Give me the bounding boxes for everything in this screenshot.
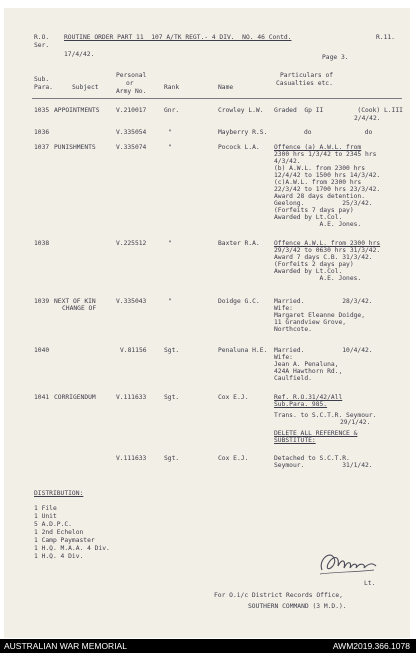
handwritten-signature — [316, 548, 378, 578]
rank-1037: " — [168, 144, 172, 151]
part-1040-line: 424A Hawthorn Rd., — [274, 368, 343, 375]
para-1041: 1041 — [34, 394, 50, 401]
part-1037-line: 12/4/42 to 1500 hrs 14/3/42. — [274, 172, 381, 179]
footer-source: AUSTRALIAN WAR MEMORIAL — [4, 641, 127, 651]
part-1038-line: (Forfeits 2 days pay) — [274, 261, 354, 268]
name-1036: Mayberry R.S. — [218, 129, 268, 136]
distribution-item: 1 H.Q. 4 Div. — [34, 553, 84, 560]
part-1039-line: Married. 28/3/42. — [274, 298, 373, 305]
para-1040: 1040 — [34, 347, 50, 354]
distribution-item: 5 A.D.P.C. — [34, 521, 72, 528]
number-1038: V.225512 — [116, 240, 147, 247]
part-1037-line: 4/3/42. — [274, 158, 301, 165]
name-1040: Penaluna H.E. — [218, 347, 268, 354]
part-1041-delete: DELETE ALL REFERENCE & — [274, 430, 358, 437]
distribution-item: 1 File — [34, 505, 57, 512]
col-personal: Personal — [116, 72, 147, 79]
part-1040-line: Married. 10/4/42. — [274, 347, 373, 354]
number-1037: V.335074 — [116, 144, 147, 151]
header-ser: Ser. — [34, 42, 50, 49]
col-or: or — [126, 80, 134, 87]
part-1040-line: Wife: — [274, 354, 293, 361]
distribution-title: DISTRIBUTION: — [34, 490, 84, 497]
part-1038-line: Award 7 days C.B. 31/3/42. — [274, 254, 373, 261]
header-rule — [32, 98, 402, 99]
name-1039: Doidge G.C. — [218, 298, 260, 305]
document-page — [4, 8, 410, 638]
rank-1041b: Sgt. — [164, 455, 180, 462]
name-1035: Crowley L.W. — [218, 107, 264, 114]
header-date: 17/4/42. — [64, 51, 95, 58]
part-1041-trans2: 29/1/42. — [340, 419, 371, 426]
part-1037-line: A.E. Jones. — [274, 221, 362, 228]
signature-rank: Lt. — [364, 580, 376, 587]
part-1038-line: Offence A.W.L. from 2300 hrs — [274, 240, 381, 247]
col-casualties: Casualties etc. — [276, 80, 333, 87]
part-1041b-det2: Seymour. 31/1/42. — [274, 462, 373, 469]
part-1036: do do — [304, 129, 373, 136]
distribution-item: 1 2nd Echelon — [34, 529, 84, 536]
subject-change-of: CHANGE OF — [62, 305, 97, 312]
rank-1035: Gnr. — [164, 107, 180, 114]
rank-1039: " — [168, 298, 172, 305]
col-name: Name — [218, 84, 234, 91]
part-1037-line: Award 28 days detention. — [274, 193, 365, 200]
para-1039: 1039 — [34, 298, 50, 305]
number-1035: V.210017 — [116, 107, 147, 114]
part-1040-line: Jean A. Penaluna, — [274, 361, 339, 368]
para-1035: 1035 — [34, 107, 50, 114]
part-1041-ref2: Sub.Para. 985. — [274, 401, 328, 408]
rank-1036: " — [168, 129, 172, 136]
number-1036: V.335054 — [116, 129, 147, 136]
col-subject: Subject — [72, 84, 99, 91]
signature-line2: SOUTHERN COMMAND (3 M.D.). — [248, 603, 347, 610]
col-rank: Rank — [164, 84, 180, 91]
part-1037-line: 2300 hrs 1/3/42 to 2345 hrs — [274, 151, 377, 158]
para-1037: 1037 — [34, 144, 50, 151]
part-1039-line: 11 Grandview Grove, — [274, 319, 347, 326]
part-1037-line: Geelong. 25/3/42. — [274, 200, 373, 207]
col-sub: Sub. — [34, 76, 50, 83]
name-1038: Baxter R.A. — [218, 240, 260, 247]
footer-accession: AWM2019.366.1078 — [332, 641, 410, 651]
name-1041b: Cox E.J. — [218, 455, 249, 462]
subject-next-of-kin: NEXT OF KIN — [54, 298, 96, 305]
rank-1041: Sgt. — [164, 394, 180, 401]
part-1041b-det: Detached to S.C.T.R. — [274, 455, 350, 462]
number-1039: V.335043 — [116, 298, 147, 305]
header-ro: R.O. — [34, 34, 50, 41]
part-1039-line: Margaret Eleanne Doidge, — [274, 312, 365, 319]
signature-line1: For O.i/c District Records Office, — [214, 592, 343, 599]
part-1037-line: Offence (a) A.W.L. from — [274, 144, 362, 151]
part-1035-a: Graded Gp II (Cook) L.III — [274, 107, 403, 114]
part-1037-line: (Forfeits 7 days pay) — [274, 207, 354, 214]
footer-bar — [0, 639, 416, 653]
header-title: ROUTINE ORDER PART 11 107 A/TK REGT.- 4 DIV. NO. 46 Contd. — [64, 34, 292, 41]
part-1037-line: 22/3/42 to 1700 hrs 23/3/42. — [274, 186, 381, 193]
distribution-item: 1 Camp Paymaster — [34, 537, 95, 544]
col-particulars: Particulars of — [280, 72, 334, 79]
distribution-item: 1 Unit — [34, 513, 57, 520]
part-1041-substitute: SUBSTITUTE: — [274, 437, 316, 444]
col-para: Para. — [34, 84, 53, 91]
part-1037-line: (c)A.W.L. from 2300 hrs — [274, 179, 362, 186]
part-1037-line: (b) A.W.L. from 2300 hrs — [274, 165, 365, 172]
subject-appointments: APPOINTMENTS — [54, 107, 100, 114]
rank-1038: " — [168, 240, 172, 247]
part-1041-trans: Trans. to S.C.T.R. Seymour. — [274, 412, 377, 419]
subject-corrigendum: CORRIGENDUM — [54, 394, 96, 401]
number-1041b: V.111633 — [116, 455, 147, 462]
part-1039-line: Wife: — [274, 305, 293, 312]
number-1041: V.111633 — [116, 394, 147, 401]
part-1041-ref: Ref. R.O.31/42/All — [274, 394, 343, 401]
para-1038: 1038 — [34, 240, 50, 247]
part-1038-line: Awarded by Lt.Col. — [274, 268, 343, 275]
name-1037: Pocock L.A. — [218, 144, 260, 151]
part-1035-b: 2/4/42. — [354, 115, 381, 122]
subject-punishments: PUNISHMENTS — [54, 144, 96, 151]
part-1037-line: Awarded by Lt.Col. — [274, 214, 343, 221]
rank-1040: Sgt. — [164, 347, 180, 354]
name-1041: Cox E.J. — [218, 394, 249, 401]
para-1036: 1036 — [34, 129, 50, 136]
col-army-no: Army No. — [116, 88, 147, 95]
part-1038-line: A.E. Jones. — [274, 275, 362, 282]
number-1040: V.81156 — [120, 347, 147, 354]
distribution-item: 1 H.Q. M.A.A. 4 Div. — [34, 545, 110, 552]
header-ref: R.11. — [376, 34, 395, 41]
part-1039-line: Northcote. — [274, 326, 312, 333]
part-1040-line: Caulfield. — [274, 375, 312, 382]
header-page: Page 3. — [322, 54, 349, 61]
part-1038-line: 29/3/42 to 0630 hrs 31/3/42. — [274, 247, 381, 254]
